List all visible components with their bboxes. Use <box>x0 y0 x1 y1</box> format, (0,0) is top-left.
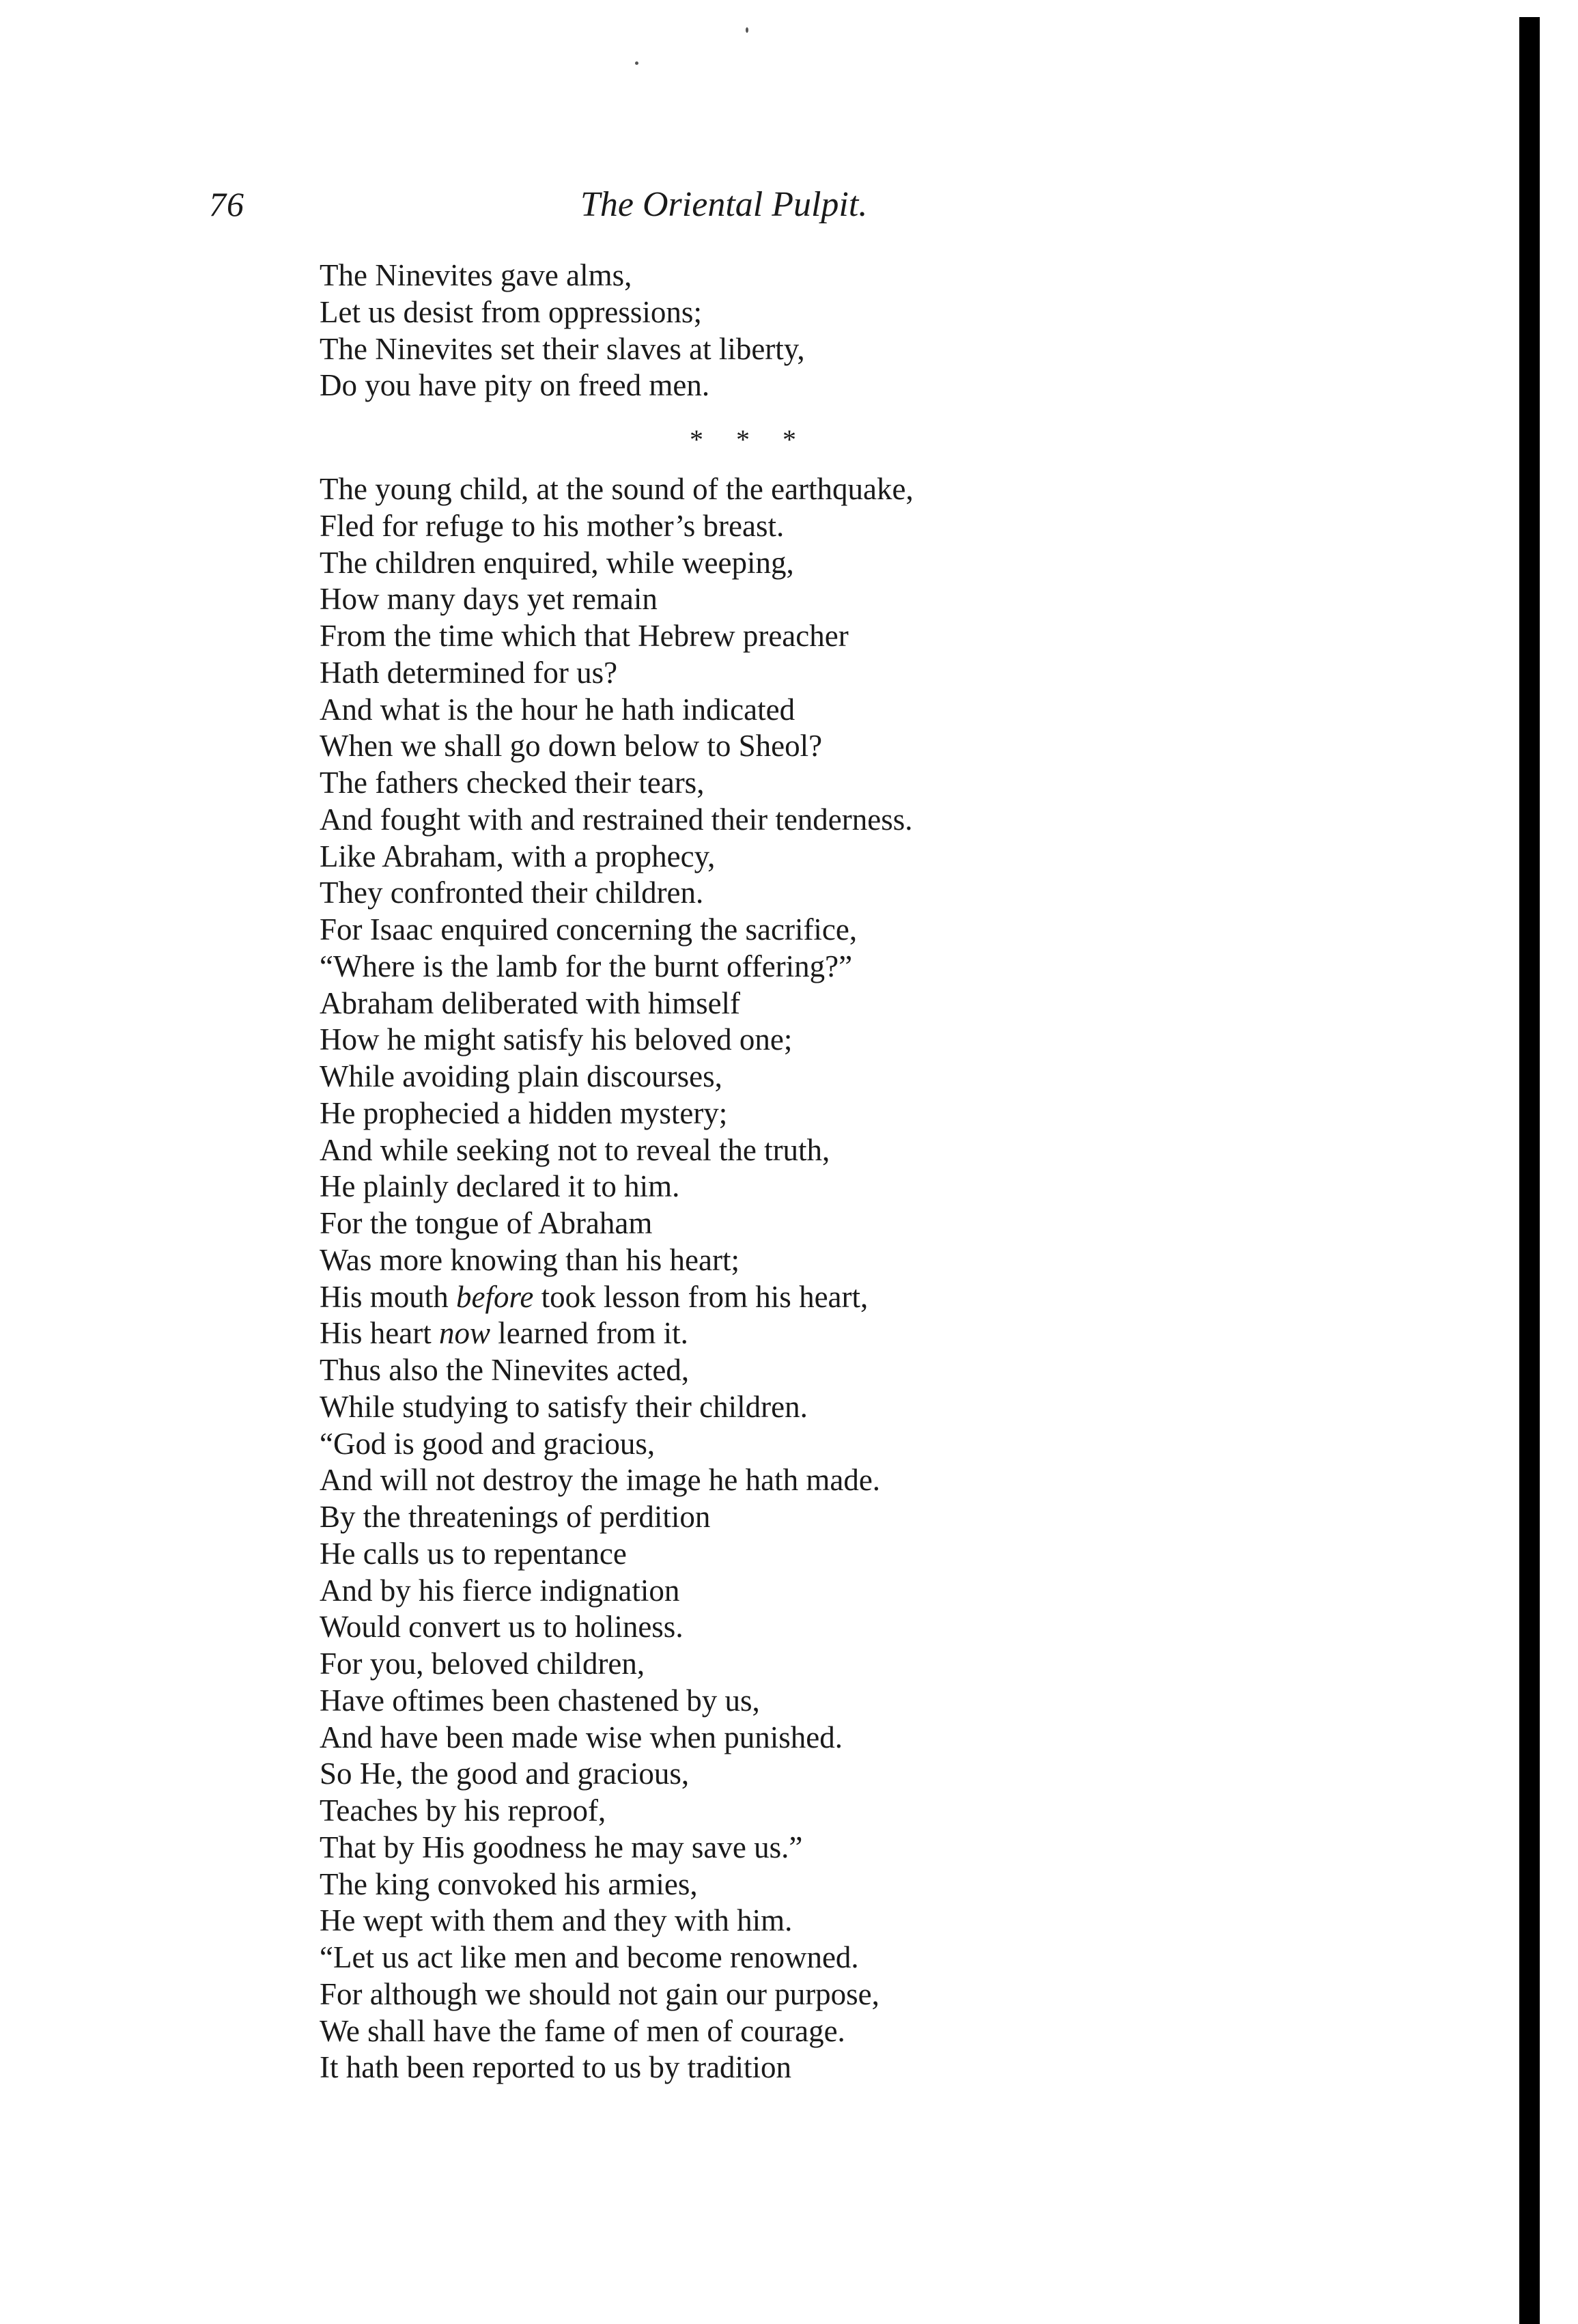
scan-speck <box>635 61 638 65</box>
verse-line: Teaches by his reproof, <box>320 1793 606 1828</box>
verse-line: Let us desist from oppressions; <box>320 294 702 329</box>
verse-line: Thus also the Ninevites acted, <box>320 1353 690 1387</box>
verse-line: Have oftimes been chastened by us, <box>320 1683 760 1718</box>
scan-speck <box>746 27 748 33</box>
verse-line: For the tongue of Abraham <box>320 1206 653 1240</box>
verse-line: Like Abraham, with a prophecy, <box>320 839 716 873</box>
verse-line: The Ninevites set their slaves at liberty, <box>320 331 805 366</box>
verse-line: It hath been reported to us by tradition <box>320 2050 792 2085</box>
verse-line: Would convert us to holiness. <box>320 1610 684 1644</box>
running-title: The Oriental Pulpit. <box>580 185 868 224</box>
verse-line: He prophecied a hidden mystery; <box>320 1095 728 1130</box>
italic-word: before <box>456 1279 534 1314</box>
verse-line: They confronted their children. <box>320 876 704 910</box>
verse-line: While studying to satisfy their children. <box>320 1389 808 1424</box>
verse-line: Abraham deliberated with himself <box>320 985 741 1020</box>
verse-line: “God is good and gracious, <box>320 1426 656 1461</box>
verse-line: And fought with and restrained their tenderness. <box>320 802 913 837</box>
verse-line: How he might satisfy his beloved one; <box>320 1022 793 1057</box>
verse-line: The young child, at the sound of the earthquake, <box>320 472 914 506</box>
stanza-1 <box>320 257 805 404</box>
binding-edge <box>1519 17 1540 2324</box>
verse-line: His heart now learned from it. <box>320 1316 688 1351</box>
verse-line: When we shall go down below to Sheol? <box>320 729 823 764</box>
verse-line: For Isaac enquired concerning the sacrifice, <box>320 912 858 947</box>
verse-line: For you, beloved children, <box>320 1647 645 1681</box>
verse-line: He plainly declared it to him. <box>320 1169 680 1204</box>
verse-line: How many days yet remain <box>320 582 658 617</box>
verse-line: He wept with them and they with him. <box>320 1903 793 1938</box>
verse-line: The king convoked his armies, <box>320 1866 698 1901</box>
verse-line: Do you have pity on freed men. <box>320 368 710 403</box>
verse-line: We shall have the fame of men of courage. <box>320 2013 845 2048</box>
italic-word: now <box>438 1316 490 1351</box>
verse-line: While avoiding plain discourses, <box>320 1059 722 1093</box>
verse-line: So He, the good and gracious, <box>320 1756 690 1791</box>
verse-line: The children enquired, while weeping, <box>320 545 794 580</box>
verse-line: That by His goodness he may save us.” <box>320 1830 803 1864</box>
verse-line: By the threatenings of perdition <box>320 1500 711 1534</box>
verse-line: And by his fierce indignation <box>320 1573 680 1608</box>
verse-line: For although we should not gain our purpose, <box>320 1976 879 2011</box>
verse-line: “Where is the lamb for the burnt offering?” <box>320 949 853 983</box>
verse-line: The Ninevites gave alms, <box>320 258 632 292</box>
verse-line: “Let us act like men and become renowned. <box>320 1940 859 1974</box>
verse-line: And will not destroy the image he hath made. <box>320 1463 881 1498</box>
section-separator: * * * <box>690 424 796 455</box>
verse-line: Hath determined for us? <box>320 655 618 690</box>
verse-line: His mouth before took lesson from his heart, <box>320 1279 869 1314</box>
verse-line: The fathers checked their tears, <box>320 766 705 800</box>
verse-line: Fled for refuge to his mother’s breast. <box>320 508 785 543</box>
verse-line: He calls us to repentance <box>320 1536 627 1571</box>
page-number: 76 <box>209 185 244 223</box>
verse-line: Was more knowing than his heart; <box>320 1242 739 1277</box>
verse-line: And have been made wise when punished. <box>320 1720 843 1754</box>
verse-line: And what is the hour he hath indicated <box>320 692 795 727</box>
verse-line: And while seeking not to reveal the truth, <box>320 1132 830 1167</box>
stanza-2 <box>320 471 914 2086</box>
verse-line: From the time which that Hebrew preacher <box>320 619 849 653</box>
